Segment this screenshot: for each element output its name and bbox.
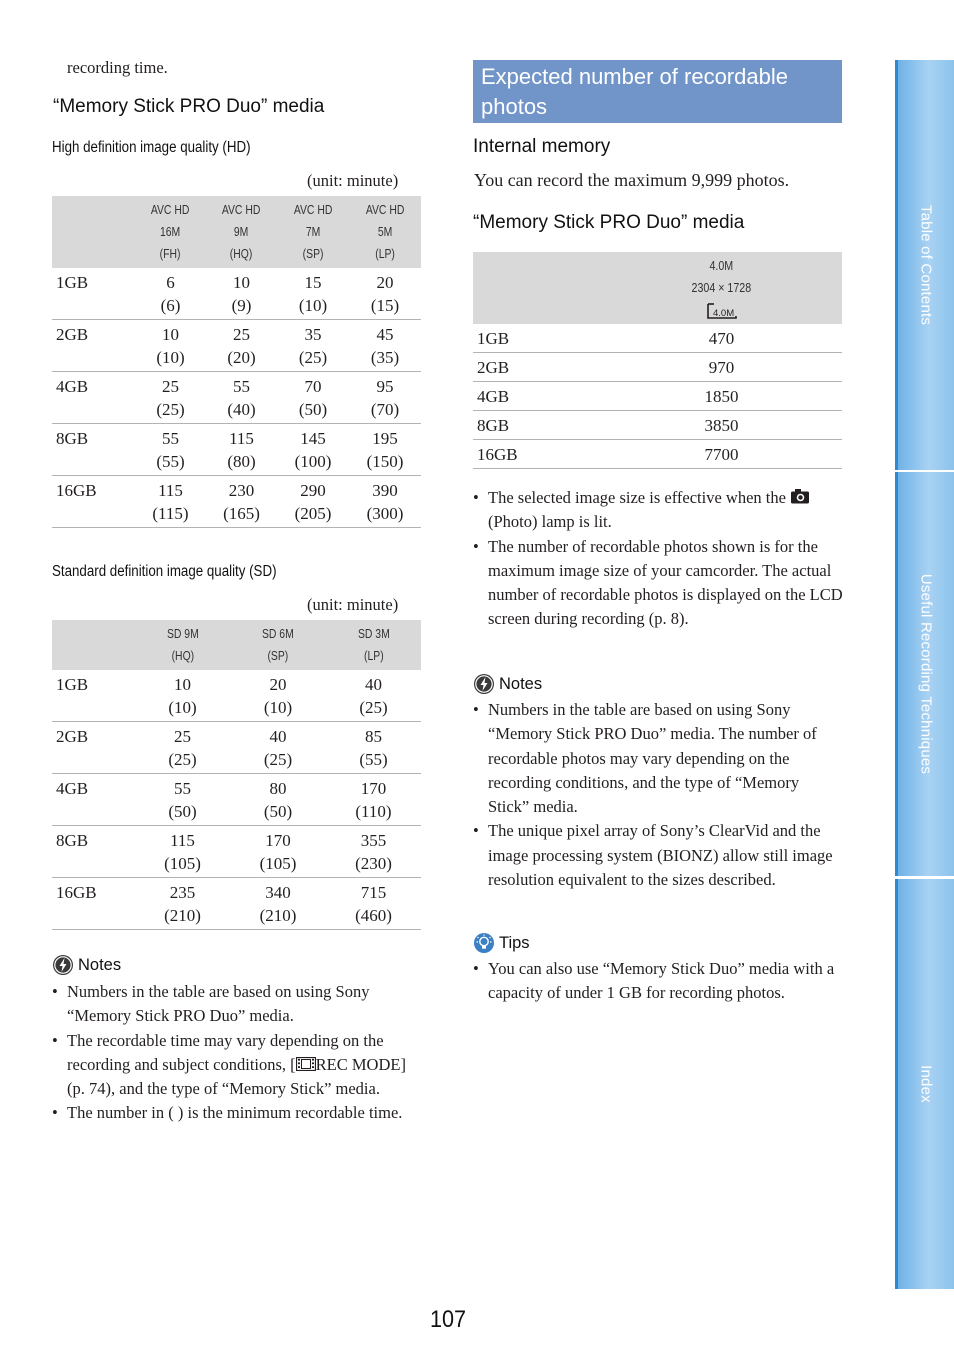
table-cell: 10 (9)	[206, 268, 277, 320]
internal-memory-text: You can record the maximum 9,999 photos.	[474, 170, 790, 190]
table-cell: 70 (50)	[277, 372, 349, 424]
table-row	[473, 382, 842, 411]
table-cell: 195 (150)	[349, 424, 421, 476]
table-cell: 45 (35)	[349, 320, 421, 372]
ms-heading-left: “Memory Stick PRO Duo” media	[53, 96, 325, 117]
notes-list-left	[52, 980, 424, 1126]
table-cell: 55 (50)	[135, 774, 230, 826]
table-row	[52, 372, 421, 424]
photo-bullets	[473, 486, 843, 632]
row-label: 4GB	[52, 372, 135, 424]
row-label: 16GB	[52, 878, 135, 930]
internal-memory-heading: Internal memory	[473, 136, 611, 157]
table-cell: 6 (6)	[135, 268, 206, 320]
row-label: 1GB	[473, 324, 601, 353]
sd-col-header: SD 3M (LP)	[326, 620, 421, 670]
list-item: • Numbers in the table are based on using Sony “Memory Stick PRO Duo” media.	[52, 980, 424, 1029]
hd-col-header: AVC HD 16M (FH)	[135, 196, 206, 268]
row-label: 8GB	[52, 826, 135, 878]
list-item: • The selected image size is effective when the (Photo) lamp is lit.	[473, 486, 843, 535]
row-label: 8GB	[52, 424, 135, 476]
tips-heading-text: Tips	[499, 933, 530, 952]
table-cell: 355 (230)	[326, 826, 421, 878]
table-row	[473, 324, 842, 353]
table-cell: 7700	[601, 440, 842, 469]
row-label: 4GB	[473, 382, 601, 411]
tab-table-of-contents[interactable]	[895, 60, 954, 470]
row-label: 16GB	[52, 476, 135, 528]
table-row	[473, 440, 842, 469]
table-cell: 80 (50)	[230, 774, 326, 826]
list-item: • The recordable time may vary depending on the recording and subject conditions, [ REC MODE] (p. 74), and the type of “Memory Stick” media.	[52, 1029, 424, 1102]
table-cell: 55 (55)	[135, 424, 206, 476]
notes-icon	[473, 673, 495, 695]
section-banner	[473, 60, 842, 123]
notes-icon	[52, 954, 74, 976]
table-row	[52, 268, 421, 320]
page-number: 107	[430, 1306, 467, 1333]
table-cell: 20 (10)	[230, 670, 326, 722]
table-cell: 145 (100)	[277, 424, 349, 476]
row-label: 4GB	[52, 774, 135, 826]
table-cell: 40 (25)	[326, 670, 421, 722]
row-label: 2GB	[52, 722, 135, 774]
sd-unit: (unit: minute)	[307, 595, 399, 614]
table-row	[52, 774, 421, 826]
hd-heading: High definition image quality (HD)	[52, 139, 251, 156]
table-cell: 25 (25)	[135, 372, 206, 424]
table-cell: 115 (80)	[206, 424, 277, 476]
table-row	[473, 411, 842, 440]
table-cell: 3850	[601, 411, 842, 440]
row-label: 2GB	[52, 320, 135, 372]
table-cell: 390 (300)	[349, 476, 421, 528]
notes-heading-right	[473, 673, 542, 695]
table-cell: 170 (110)	[326, 774, 421, 826]
table-cell: 115 (105)	[135, 826, 230, 878]
photo-header-corner	[473, 252, 601, 324]
table-cell: 40 (25)	[230, 722, 326, 774]
notes-heading-text: Notes	[78, 955, 122, 974]
list-item: • You can also use “Memory Stick Duo” media with a capacity of under 1 GB for recording photos.	[473, 957, 843, 1006]
sd-table	[52, 620, 421, 930]
table-cell: 10 (10)	[135, 670, 230, 722]
table-row	[52, 320, 421, 372]
list-item: • Numbers in the table are based on using Sony “Memory Stick PRO Duo” media. The number of recordable photos may vary depending on the recording conditions, and the type of “Memory Stick” media.	[473, 698, 843, 819]
ms-heading-right: “Memory Stick PRO Duo” media	[473, 212, 745, 233]
tips-heading	[473, 932, 530, 954]
table-row	[52, 826, 421, 878]
tab-label: Index	[917, 1065, 935, 1103]
row-label: 16GB	[473, 440, 601, 469]
photo-header-row	[473, 252, 842, 324]
table-cell: 970	[601, 353, 842, 382]
hd-col-header: AVC HD 9M (HQ)	[206, 196, 277, 268]
banner-title: Expected number of recordable photos	[481, 64, 788, 119]
hd-table	[52, 196, 421, 528]
svg-text:4.0M: 4.0M	[712, 307, 734, 319]
tab-label: Useful Recording Techniques	[917, 573, 935, 775]
table-row	[52, 476, 421, 528]
notes-heading-text: Notes	[499, 674, 543, 693]
table-cell: 230 (165)	[206, 476, 277, 528]
table-cell: 290 (205)	[277, 476, 349, 528]
table-cell: 10 (10)	[135, 320, 206, 372]
table-row	[52, 878, 421, 930]
table-cell: 340 (210)	[230, 878, 326, 930]
hd-col-header: AVC HD 5M (LP)	[349, 196, 421, 268]
row-label: 2GB	[473, 353, 601, 382]
intro-text: recording time.	[67, 58, 168, 77]
sd-header-corner	[52, 620, 135, 670]
table-row	[473, 353, 842, 382]
table-cell: 25 (20)	[206, 320, 277, 372]
row-label: 1GB	[52, 268, 135, 320]
hd-header-row	[52, 196, 421, 268]
hd-col-header: AVC HD 7M (SP)	[277, 196, 349, 268]
hd-header-corner	[52, 196, 135, 268]
tab-useful-recording-techniques[interactable]	[895, 472, 954, 876]
table-cell: 55 (40)	[206, 372, 277, 424]
camera-icon	[790, 488, 810, 504]
photo-table	[473, 252, 842, 469]
hd-unit: (unit: minute)	[307, 171, 399, 190]
table-cell: 170 (105)	[230, 826, 326, 878]
tab-index[interactable]	[895, 879, 954, 1289]
row-label: 8GB	[473, 411, 601, 440]
table-row	[52, 670, 421, 722]
table-cell: 85 (55)	[326, 722, 421, 774]
sd-col-header: SD 6M (SP)	[230, 620, 326, 670]
table-cell: 1850	[601, 382, 842, 411]
list-item: • The unique pixel array of Sony’s ClearVid and the image processing system (BIONZ) allow still image resolution equivalent to the sizes described.	[473, 819, 843, 892]
table-cell: 20 (15)	[349, 268, 421, 320]
lightbulb-icon	[473, 932, 495, 954]
tips-list	[473, 957, 843, 1006]
list-item: • The number of recordable photos shown is for the maximum image size of your camcorder. The actual number of recordable photos is displayed on the LCD screen during recording (p. 8).	[473, 535, 843, 632]
table-cell: 115 (115)	[135, 476, 206, 528]
table-cell: 15 (10)	[277, 268, 349, 320]
sd-heading: Standard definition image quality (SD)	[52, 563, 277, 580]
table-cell: 95 (70)	[349, 372, 421, 424]
image-size-icon	[705, 301, 739, 321]
tab-label: Table of Contents	[917, 204, 935, 326]
notes-heading-left	[52, 954, 121, 976]
sd-header-row	[52, 620, 421, 670]
table-cell: 235 (210)	[135, 878, 230, 930]
row-label: 1GB	[52, 670, 135, 722]
sd-col-header: SD 9M (HQ)	[135, 620, 230, 670]
table-cell: 470	[601, 324, 842, 353]
notes-list-right	[473, 698, 843, 892]
table-cell: 715 (460)	[326, 878, 421, 930]
movie-film-icon	[296, 1057, 316, 1071]
table-cell: 25 (25)	[135, 722, 230, 774]
photo-col-header: 4.0M 2304 × 1728 4.0M	[601, 252, 842, 324]
table-cell: 35 (25)	[277, 320, 349, 372]
table-row	[52, 424, 421, 476]
table-row	[52, 722, 421, 774]
list-item: • The number in ( ) is the minimum recordable time.	[52, 1101, 424, 1125]
